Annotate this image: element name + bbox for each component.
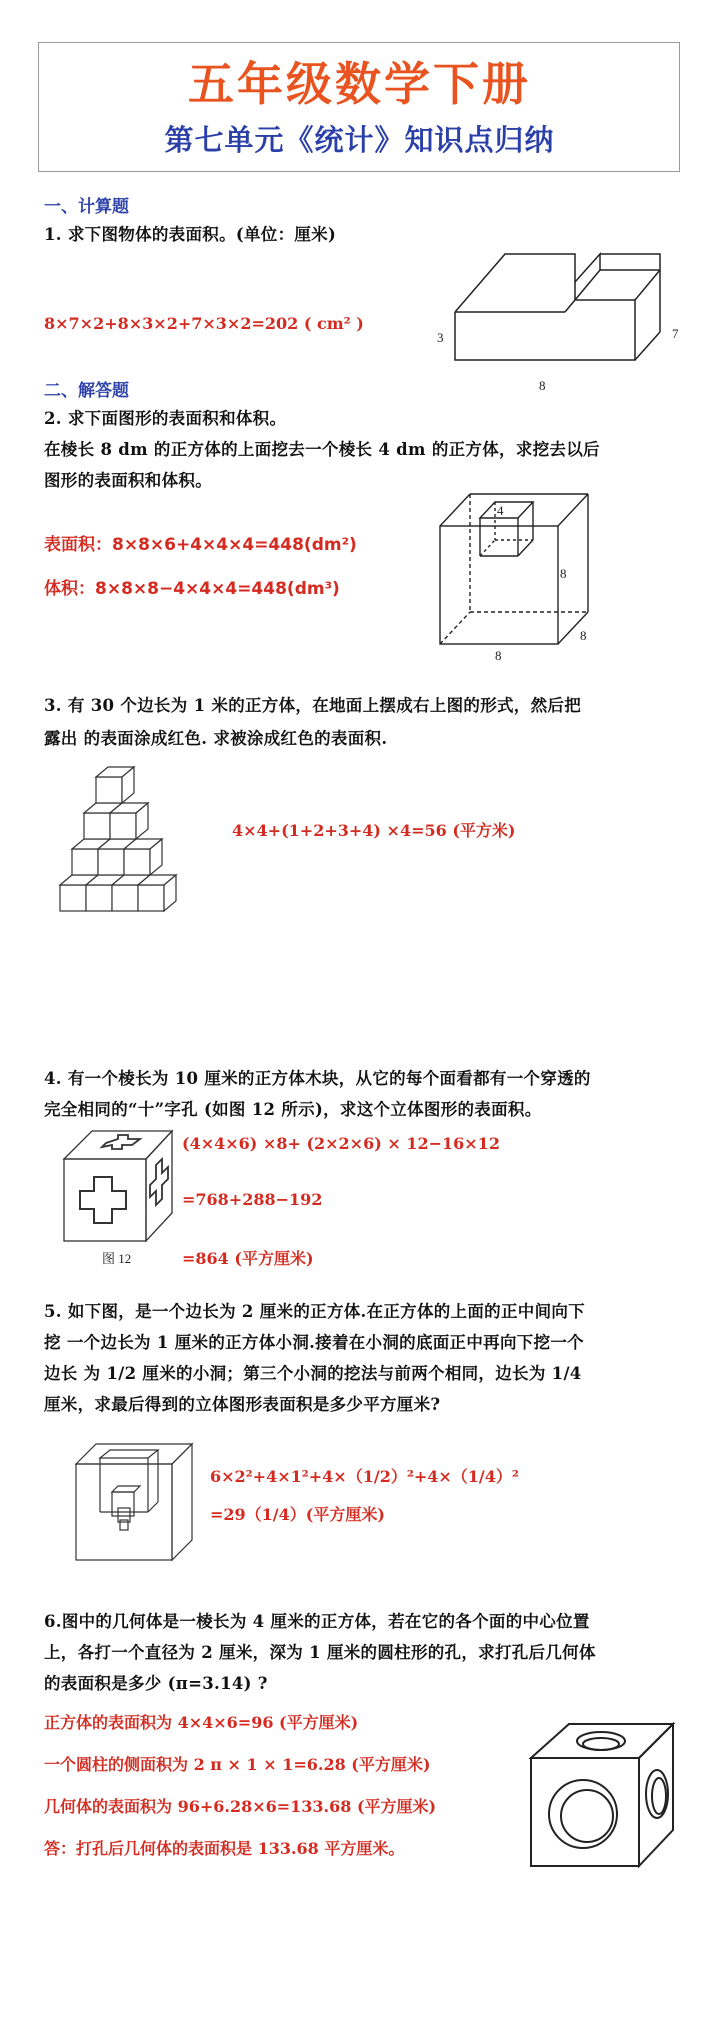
question-3-line2: 露出 的表面涂成红色. 求被涂成红色的表面积. — [44, 729, 388, 748]
answer-6-line4: 答：打孔后几何体的表面积是 133.68 平方厘米。 — [44, 1839, 405, 1858]
question-6-line1: 6.图中的几何体是一棱长为 4 厘米的正方体，若在它的各个面的中心位置 — [44, 1612, 590, 1631]
question-2-line1: 2. 求下面图形的表面积和体积。 — [44, 409, 287, 428]
answer-6-line3: 几何体的表面积为 96+6.28×6=133.68 (平方厘米) — [44, 1797, 437, 1816]
answer-2-area: 表面积：8×8×6+4×4×4=448(dm²) — [44, 535, 357, 555]
section-heading-1: 一、计算题 — [44, 197, 129, 217]
page-title: 五年级数学下册 — [188, 57, 531, 111]
figure-cube-with-hole — [425, 488, 625, 668]
question-1: 1. 求下图物体的表面积。(单位：厘米) — [44, 225, 337, 244]
fig2-label-8-depth: 8 — [580, 628, 587, 643]
fig2-label-4: 4 — [497, 503, 504, 518]
answer-4-line3: =864 (平方厘米) — [182, 1249, 314, 1268]
fig1-label-7: 7 — [672, 326, 679, 341]
question-5-line1: 5. 如下图，是一个边长为 2 厘米的正方体.在正方体的上面的正中间向下 — [44, 1302, 585, 1321]
answer-6-line2: 一个圆柱的侧面积为 2 π × 1 × 1=6.28 (平方厘米) — [44, 1755, 431, 1774]
fig2-label-8-bottom: 8 — [495, 648, 502, 663]
question-3-line1: 3. 有 30 个边长为 1 米的正方体，在地面上摆成右上图的形式，然后把 — [44, 696, 581, 715]
answer-4-line1: (4×4×6) ×8+ (2×2×6) × 12−16×12 — [182, 1134, 500, 1153]
page-subtitle: 第七单元《统计》知识点归纳 — [164, 123, 555, 157]
answer-3: 4×4+(1+2+3+4) ×4=56 (平方米) — [232, 821, 516, 840]
question-6-line3: 的表面积是多少 (π=3.14) ? — [44, 1674, 268, 1693]
fig4-caption: 图 12 — [102, 1251, 132, 1266]
answer-5-line1: 6×2²+4×1²+4×（1/2）²+4×（1/4）² — [210, 1467, 519, 1486]
answer-1: 8×7×2+8×3×2+7×3×2=202 ( cm² ) — [44, 314, 364, 333]
fig2-label-8-side: 8 — [560, 566, 567, 581]
question-5-line4: 厘米，求最后得到的立体图形表面积是多少平方厘米? — [44, 1395, 441, 1414]
question-2-line2: 在棱长 8 dm 的正方体的上面挖去一个棱长 4 dm 的正方体，求挖去以后 — [44, 440, 600, 459]
answer-4-line2: =768+288−192 — [182, 1190, 323, 1209]
figure-step-solid — [425, 240, 685, 400]
figure-cross-cube — [60, 1125, 185, 1265]
question-2-line3: 图形的表面积和体积。 — [44, 471, 212, 490]
question-5-line3: 边长 为 1/2 厘米的小洞；第三个小洞的挖法与前两个相同，边长为 1/4 — [44, 1364, 582, 1383]
question-4-line1: 4. 有一个棱长为 10 厘米的正方体木块，从它的每个面看都有一个穿透的 — [44, 1069, 591, 1088]
answer-5-line2: =29（1/4）(平方厘米) — [210, 1505, 385, 1524]
question-5-line2: 挖 一个边长为 1 厘米的正方体小洞.接着在小洞的底面正中再向下挖一个 — [44, 1333, 584, 1352]
figure-cylinder-hole-cube — [525, 1718, 690, 1883]
fig1-label-3: 3 — [437, 330, 444, 345]
fig1-label-8: 8 — [539, 378, 546, 393]
question-4-line2: 完全相同的“十”字孔 (如图 12 所示)，求这个立体图形的表面积。 — [44, 1100, 542, 1119]
section-heading-2: 二、解答题 — [44, 381, 129, 401]
answer-6-line1: 正方体的表面积为 4×4×6=96 (平方厘米) — [44, 1713, 359, 1732]
figure-cube-pyramid — [60, 785, 210, 925]
figure-nested-hole-cube — [72, 1440, 202, 1570]
answer-2-volume: 体积：8×8×8−4×4×4=448(dm³) — [44, 579, 340, 599]
question-6-line2: 上，各打一个直径为 2 厘米，深为 1 厘米的圆柱形的孔，求打孔后几何体 — [44, 1643, 596, 1662]
